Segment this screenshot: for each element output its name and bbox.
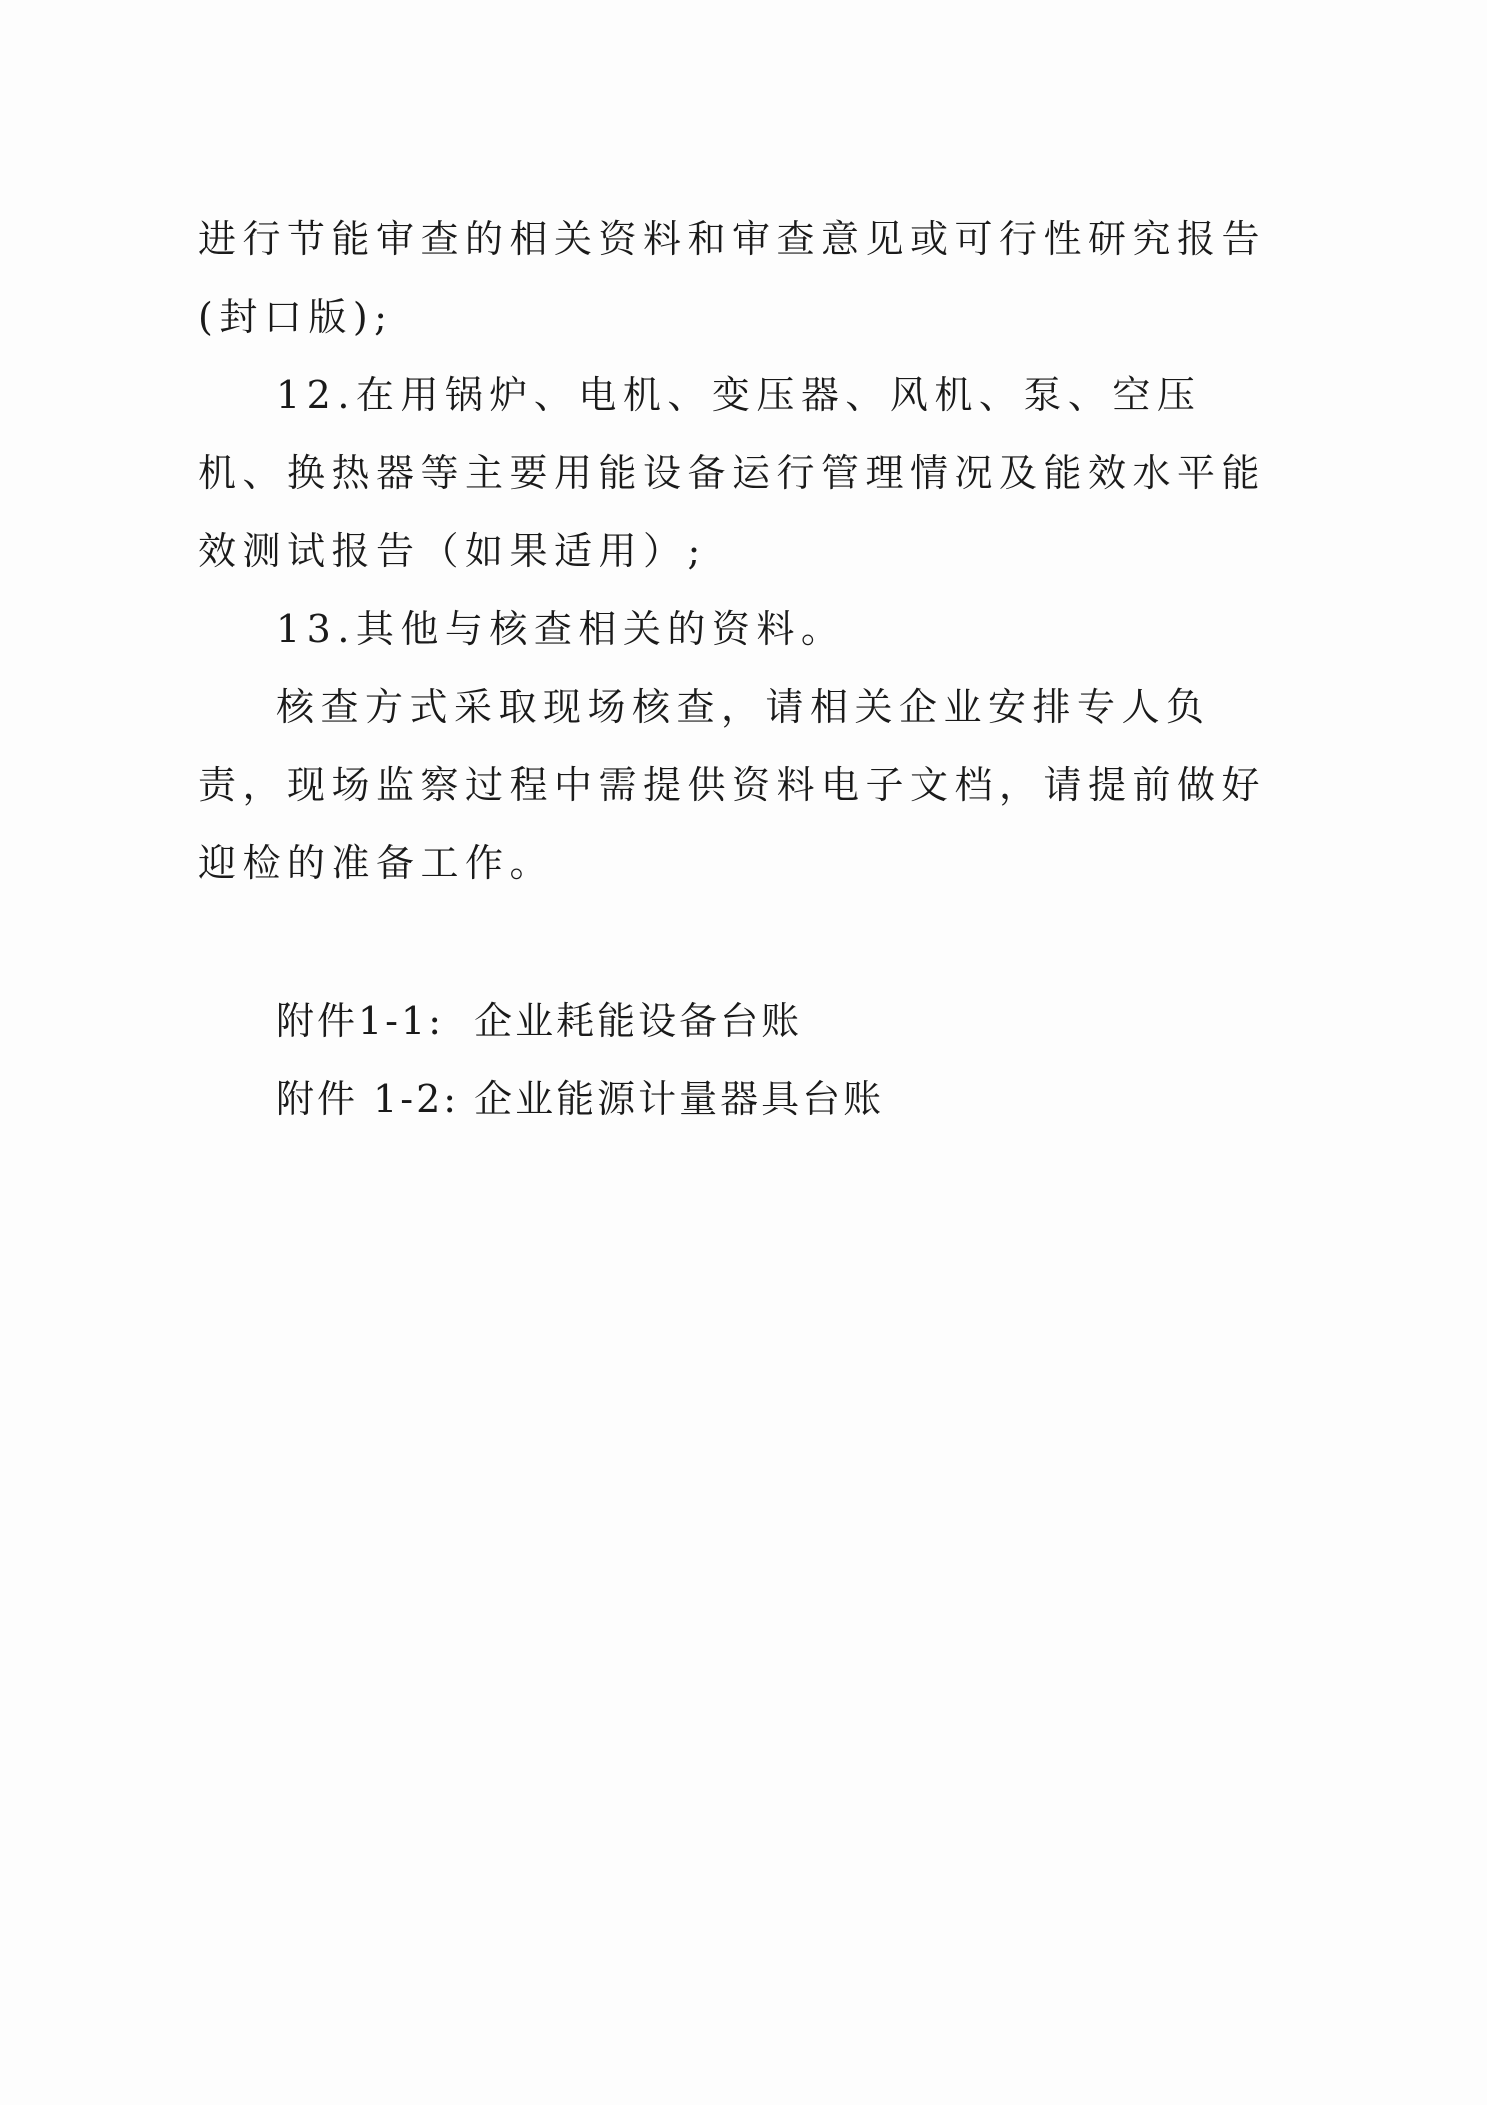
attachment-1-2: 附件 1-2: 企业能源计量器具台账 [276,1077,885,1121]
paragraph-item-13: 13.其他与核查相关的资料。 [276,607,846,651]
paragraph-item-12: 12.在用锅炉、电机、变压器、风机、泵、空压机、换热器等主要用能设备运行管理情况及能效水平能效测试报告（如果适用）; [198,373,1267,573]
paragraph-continuation: 进行节能审查的相关资料和审查意见或可行性研究报告(封口版); [198,217,1267,339]
document-body [198,200,1278,1138]
paragraph-inspection-method: 核查方式采取现场核查，请相关企业安排专人负责，现场监察过程中需提供资料电子文档，请提前做好迎检的准备工作。 [198,685,1267,885]
attachment-1-1: 附件1-1: 企业耗能设备台账 [276,999,803,1043]
spacer [198,902,1278,982]
